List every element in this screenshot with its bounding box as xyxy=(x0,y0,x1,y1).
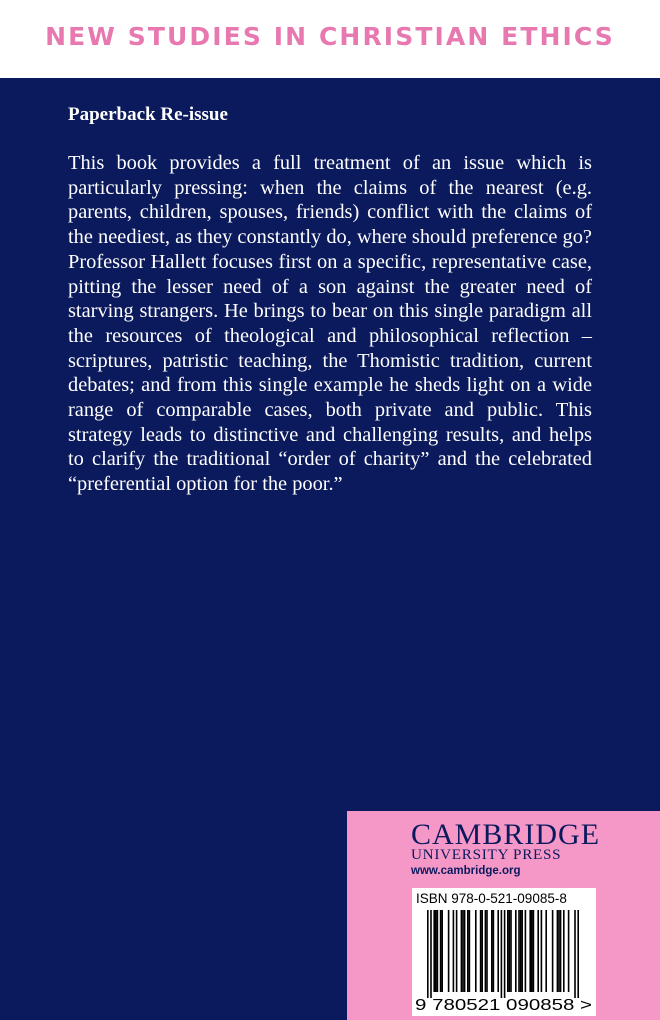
barcode-icon xyxy=(412,888,596,1016)
series-title: NEW STUDIES IN CHRISTIAN ETHICS xyxy=(45,22,615,51)
barcode-bar xyxy=(486,910,488,992)
barcode-bar xyxy=(509,910,511,992)
barcode-bar xyxy=(545,910,547,992)
barcode-bar xyxy=(520,910,522,992)
barcode-bar xyxy=(501,910,503,998)
barcode-bar xyxy=(515,910,517,992)
barcode-bar xyxy=(448,910,450,992)
barcode-bar xyxy=(491,910,493,992)
barcode-bar xyxy=(453,910,455,992)
barcode-bar xyxy=(504,910,506,998)
barcode-bar xyxy=(464,910,466,992)
barcode-bar xyxy=(521,910,523,992)
barcode-bar xyxy=(533,910,535,992)
barcode-bar xyxy=(497,910,499,992)
publisher-name: CAMBRIDGE xyxy=(411,818,601,851)
book-description: This book provides a full treatment of an issue which is particularly pressing: when the claims of the nearest (e.g. parents, children, spouses, friends) conflict with the claims of the neediest, as they constantly do, where should preference go? Professor Hallett focuses first on a specific, representative case, pitting the lesser need of a son against the greater need of starving strangers. He brings to bear on this single paradigm all the resources of theological and philosophical reflection – scriptures, patristic teaching, the Thomistic tradition, current debates; and from this single example he sheds light on a wide range of comparable cases, both private and public. This strategy leads to distinctive and challenging results, and helps to clarify the traditional “order of charity” and the celebrated “preferential option for the poor.” xyxy=(68,152,592,496)
barcode-bar xyxy=(574,910,576,998)
isbn-label: ISBN 978-0-521-09085-8 xyxy=(416,891,567,906)
barcode-bar xyxy=(510,910,512,992)
publisher-panel xyxy=(347,811,660,1020)
isbn-barcode-block xyxy=(412,888,596,1016)
barcode-bar xyxy=(552,910,554,992)
barcode-bar xyxy=(568,910,570,992)
barcode-bar xyxy=(563,910,565,992)
publisher-subtitle: UNIVERSITY PRESS xyxy=(411,846,562,863)
barcode-bar xyxy=(437,910,439,992)
barcode-bar xyxy=(541,910,543,992)
barcode-digits: 9 780521 090858 > xyxy=(415,997,592,1014)
barcode-bar xyxy=(537,910,539,992)
barcode-bar xyxy=(467,910,469,992)
barcode-bar xyxy=(560,910,562,992)
barcode-bar xyxy=(427,910,429,998)
barcode-bar xyxy=(456,910,458,992)
barcode-bar xyxy=(531,910,533,992)
edition-note: Paperback Re-issue xyxy=(68,104,228,125)
barcode-bar xyxy=(529,910,531,992)
barcode-bar xyxy=(440,910,442,992)
barcode-bar xyxy=(557,910,559,992)
barcode-bar xyxy=(485,910,487,992)
barcode-bar xyxy=(507,910,509,992)
barcode-bar xyxy=(518,910,520,992)
barcode-bar xyxy=(441,910,443,992)
barcode-bar xyxy=(525,910,527,992)
barcode-bar xyxy=(433,910,435,992)
barcode-bar xyxy=(461,910,463,992)
publisher-url: www.cambridge.org xyxy=(411,865,521,877)
barcode-bar xyxy=(481,910,483,992)
barcode-bar xyxy=(493,910,495,992)
barcode-bar xyxy=(558,910,560,992)
barcode-bar xyxy=(435,910,437,992)
barcode-bar xyxy=(577,910,579,998)
barcode-bar xyxy=(430,910,432,998)
barcode-bar xyxy=(462,910,464,992)
barcode-bar xyxy=(475,910,477,992)
barcode-bar xyxy=(469,910,471,992)
series-header-band xyxy=(0,0,660,78)
barcode-bar xyxy=(480,910,482,992)
